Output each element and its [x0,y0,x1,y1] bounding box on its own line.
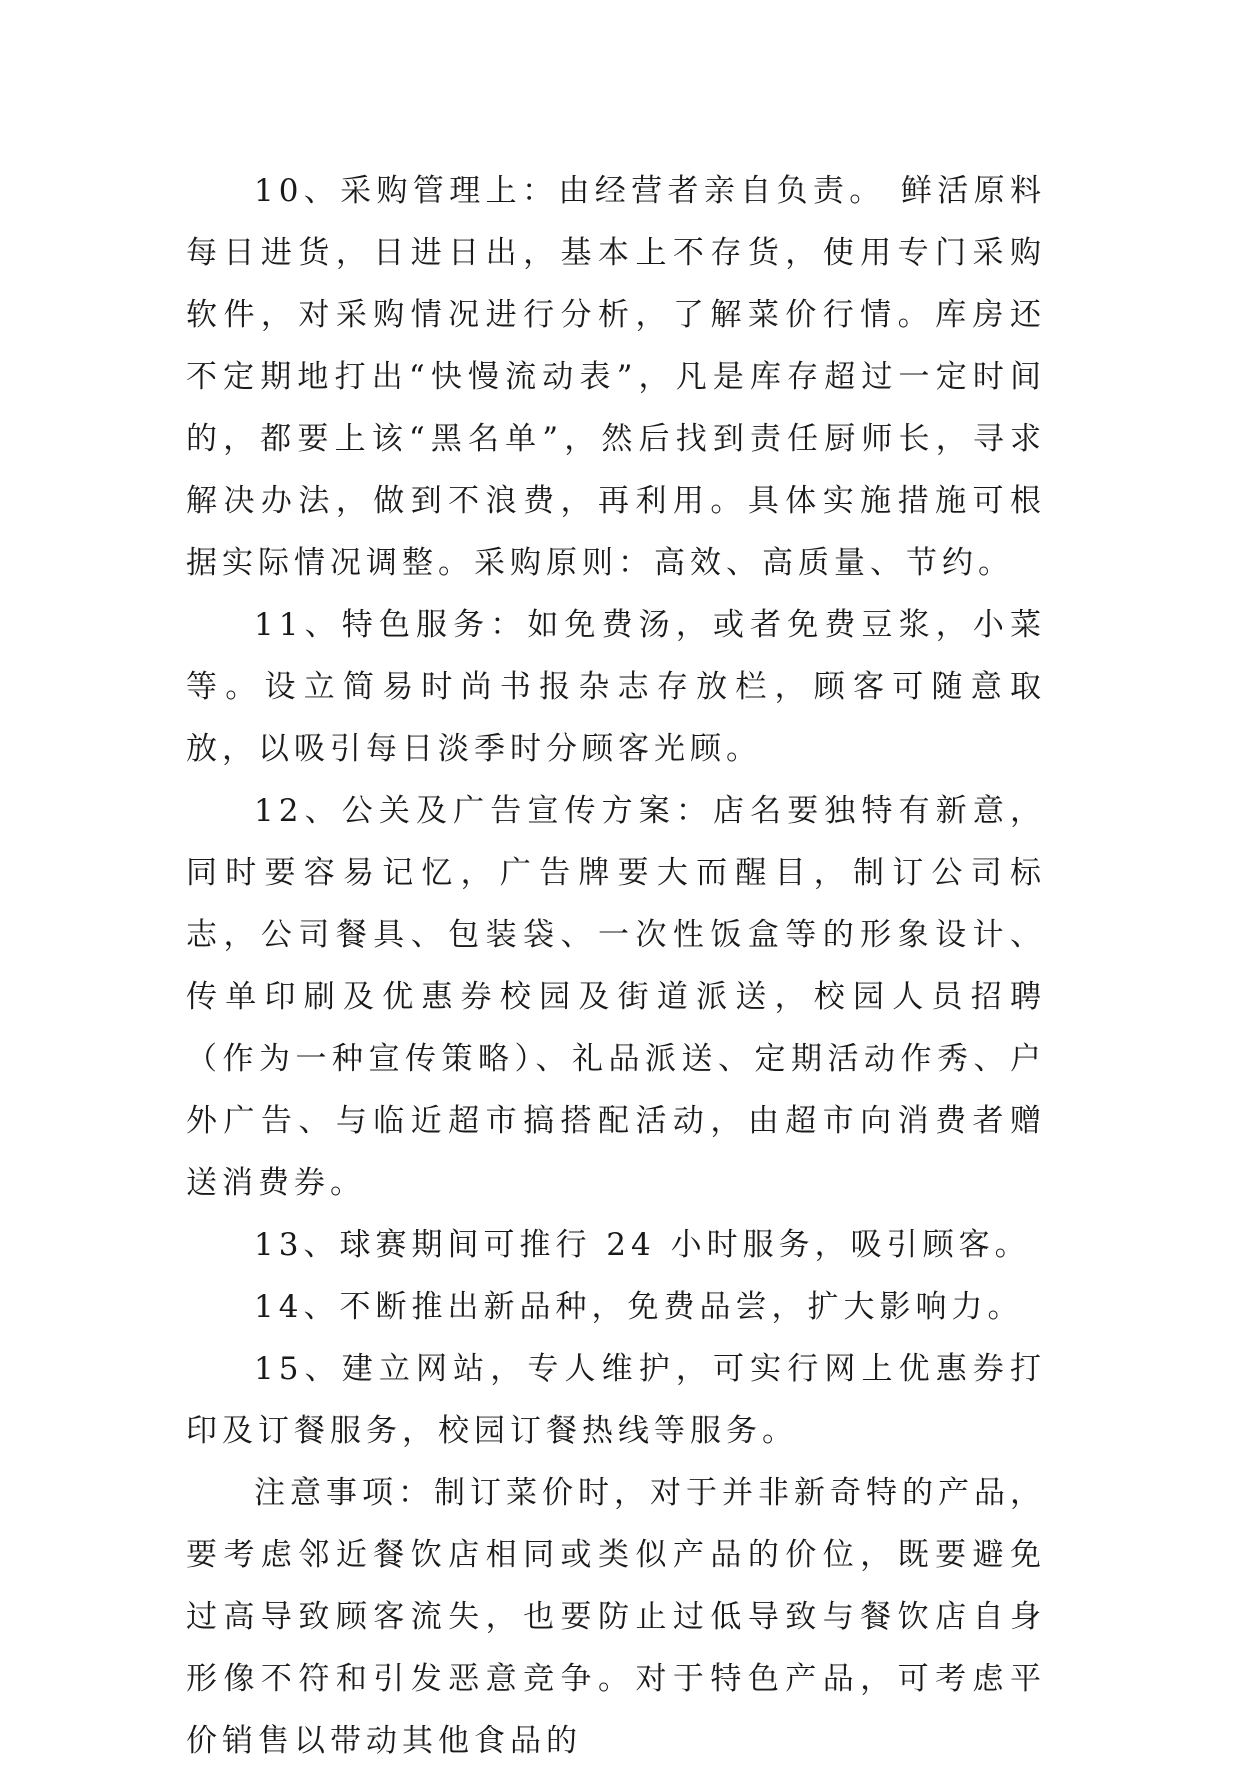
paragraph-new-products: 14、不断推出新品种，免费品尝，扩大影响力。 [254,1289,1024,1325]
paragraph-website: 15、建立网站，专人维护，可实行网上优惠券打印及订餐服务，校园订餐热线等服务。 [186,1351,1046,1449]
paragraph-special-service: 11、特色服务：如免费汤，或者免费豆浆，小菜等。设立简易时尚书报杂志存放栏，顾客可随意取放，以吸引每日淡季时分顾客光顾。 [186,607,1046,767]
document-body [186,160,1046,1772]
paragraph-pr-advertising: 12、公关及广告宣传方案：店名要独特有新意，同时要容易记忆，广告牌要大而醒目，制订公司标志，公司餐具、包装袋、一次性饭盒等的形象设计、传单印刷及优惠券校园及街道派送，校园人员招聘（作为一种宣传策略）、礼品派送、定期活动作秀、户外广告、与临近超市搞搭配活动，由超市向消费者赠送消费券。 [186,793,1046,1201]
paragraph-procurement: 10、采购管理上：由经营者亲自负责。 鲜活原料每日进货，日进日出，基本上不存货，使用专门采购软件，对采购情况进行分析，了解菜价行情。库房还不定期地打出“快慢流动表”，凡是库存超过一定时间的，都要上该“黑名单”，然后找到责任厨师长，寻求解决办法，做到不浪费，再利用。具体实施措施可根据实际情况调整。采购原则：高效、高质量、节约。 [186,173,1046,581]
paragraph-notes: 注意事项：制订菜价时，对于并非新奇特的产品，要考虑邻近餐饮店相同或类似产品的价位，既要避免过高导致顾客流失，也要防止过低导致与餐饮店自身形像不符和引发恶意竞争。对于特色产品，可考虑平价销售以带动其他食品的 [186,1475,1046,1759]
paragraph-24h-service: 13、球赛期间可推行 24 小时服务，吸引顾客。 [254,1227,1031,1263]
